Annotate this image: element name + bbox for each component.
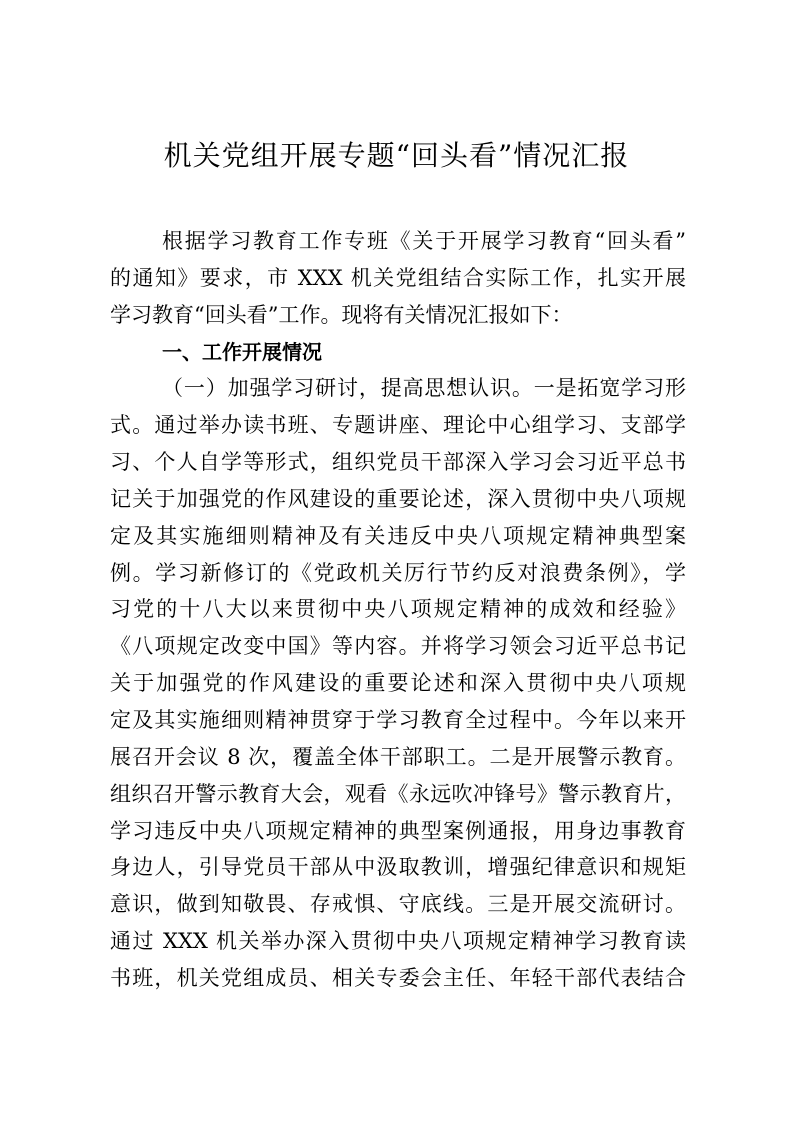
paragraph-line: 通过 XXX 机关举办深入贯彻中央八项规定精神学习教育读	[110, 929, 686, 954]
paragraph-line: 习党的十八大以来贯彻中央八项规定精神的成效和经验》	[110, 597, 686, 622]
document-title: 机关党组开展专题“回头看”情况汇报	[163, 139, 630, 172]
paragraph-line: 《八项规定改变中国》等内容。并将学习领会习近平总书记	[110, 634, 686, 659]
paragraph-line: 身边人，引导党员干部从中汲取教训，增强纪律意识和规矩	[110, 855, 686, 880]
paragraph-line: 根据学习教育工作专班《关于开展学习教育“回头看”	[162, 229, 686, 253]
paragraph-line: 学习教育“回头看”工作。现将有关情况汇报如下：	[110, 302, 573, 327]
paragraph-line: 展召开会议 8 次，覆盖全体干部职工。二是开展警示教育。	[110, 744, 686, 769]
paragraph-line: 定及其实施细则精神贯穿于学习教育全过程中。今年以来开	[110, 707, 686, 732]
document-body	[110, 223, 686, 997]
paragraph-line: 式。通过举办读书班、专题讲座、理论中心组学习、支部学	[110, 413, 686, 438]
paragraph-line: 意识，做到知敬畏、存戒惧、守底线。三是开展交流研讨。	[110, 892, 686, 917]
paragraph-line: 关于加强党的作风建设的重要论述和深入贯彻中央八项规	[110, 671, 686, 696]
paragraph-line: 记关于加强党的作风建设的重要论述，深入贯彻中央八项规	[110, 486, 686, 511]
paragraph-line: 定及其实施细则精神及有关违反中央八项规定精神典型案	[110, 523, 686, 548]
paragraph-line: 书班，机关党组成员、相关专委会主任、年轻干部代表结合	[110, 965, 686, 990]
paragraph-line: 组织召开警示教育大会，观看《永远吹冲锋号》警示教育片，	[110, 781, 686, 806]
paragraph-line: 学习违反中央八项规定精神的典型案例通报，用身边事教育	[110, 818, 686, 843]
paragraph-line: 的通知》要求，市 XXX 机关党组结合实际工作，扎实开展	[110, 265, 686, 290]
paragraph-line: （一）加强学习研讨，提高思想认识。一是拓宽学习形	[162, 376, 686, 401]
section-heading: 一、工作开展情况	[162, 339, 322, 364]
paragraph-line: 例。学习新修订的《党政机关厉行节约反对浪费条例》，学	[110, 560, 686, 585]
paragraph-line: 习、个人自学等形式，组织党员干部深入学习会习近平总书	[110, 450, 686, 475]
